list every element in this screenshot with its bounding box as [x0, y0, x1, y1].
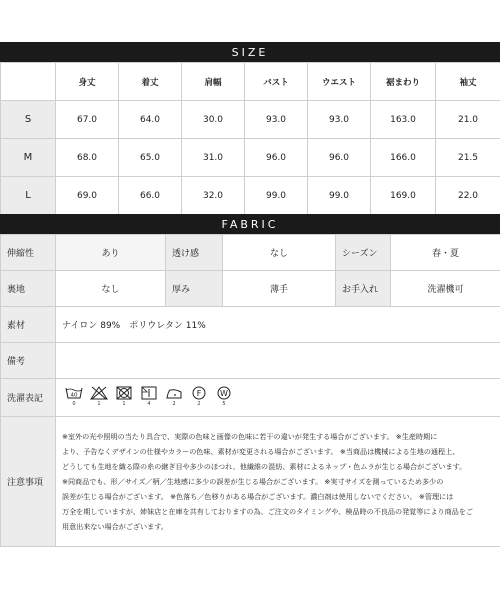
no-bleach-icon: 1 [89, 386, 109, 407]
header-bust: バスト [245, 63, 308, 101]
size-cell: 22.0 [436, 177, 500, 215]
size-row-m [1, 139, 500, 177]
size-cell: 96.0 [308, 139, 371, 177]
no-tumble-dry-icon: 1 [114, 386, 134, 407]
size-cell: 93.0 [308, 101, 371, 139]
size-cell: 21.5 [436, 139, 500, 177]
wash-label: 洗濯表記 [1, 379, 56, 417]
care-label: お手入れ [336, 271, 391, 307]
notes-line: どうしても生地を織る際の糸の継ぎ目や多少のほつれ、他繊維の混紡、素材によるネップ・色ムラが生じる場合がございます。 [62, 462, 467, 471]
sheer-label: 透け感 [166, 235, 223, 271]
size-cell: 69.0 [56, 177, 119, 215]
material-label: 素材 [1, 307, 56, 343]
remarks-row [1, 343, 500, 379]
stretch-value: あり [56, 235, 166, 271]
notes-body [56, 417, 500, 547]
notes-line: より、予告なくデザインの仕様やカラーの色味、素材が変更される場合がございます。 ※当商品は機械による生地の通程上、 [62, 447, 460, 456]
material-row [1, 307, 500, 343]
size-row-l [1, 177, 500, 215]
season-value: 春・夏 [391, 235, 500, 271]
size-cell: 166.0 [371, 139, 436, 177]
size-cell: 68.0 [56, 139, 119, 177]
fabric-table [0, 234, 500, 547]
notes-line: 誤差が生じる場合がございます。 ※色落ち／色移りがある場合がございます。濃白剤は使用しないでください。 ※管理には [62, 492, 454, 501]
size-row-s [1, 101, 500, 139]
size-cell: 99.0 [308, 177, 371, 215]
dry-clean-f-letter: F [196, 388, 202, 398]
wash-temp: 40 [70, 392, 78, 398]
size-label: L [1, 177, 56, 215]
size-cell: 65.0 [119, 139, 182, 177]
care-value: 洗濯機可 [391, 271, 500, 307]
fabric-row-2 [1, 271, 500, 307]
notes-line: ※同商品でも、形／サイズ／柄／生地感に多少の誤差が生じる場合がございます。 ※実寸サイズを測っているため多少の [62, 477, 444, 486]
stretch-label: 伸縮性 [1, 235, 56, 271]
remarks-value [56, 343, 500, 379]
size-cell: 67.0 [56, 101, 119, 139]
size-cell: 21.0 [436, 101, 500, 139]
season-label: シーズン [336, 235, 391, 271]
notes-row [1, 417, 500, 547]
line-dry-shade-icon: 4 [139, 386, 159, 407]
header-body-length: 身丈 [56, 63, 119, 101]
size-cell: 66.0 [119, 177, 182, 215]
remarks-label: 備考 [1, 343, 56, 379]
wash-symbols [56, 379, 500, 417]
iron-icon: 2 [164, 386, 184, 407]
fabric-row-1 [1, 235, 500, 271]
wet-clean-w-icon: W 5 [214, 386, 234, 407]
size-cell: 31.0 [182, 139, 245, 177]
header-hem: 裾まわり [371, 63, 436, 101]
sheer-value: なし [223, 235, 336, 271]
fabric-section-title: FABRIC [0, 214, 500, 234]
wet-clean-w-letter: W [220, 388, 228, 398]
thickness-value: 薄手 [223, 271, 336, 307]
notes-line: 用意出来ない場合がございます。 [62, 522, 168, 531]
notes-label: 注意事項 [1, 417, 56, 547]
header-garment-length: 着丈 [119, 63, 182, 101]
size-table [0, 62, 500, 215]
thickness-label: 厚み [166, 271, 223, 307]
size-corner-cell [1, 63, 56, 101]
size-section-title: SIZE [0, 42, 500, 62]
size-label: M [1, 139, 56, 177]
size-cell: 30.0 [182, 101, 245, 139]
size-cell: 96.0 [245, 139, 308, 177]
size-cell: 99.0 [245, 177, 308, 215]
notes-line: 万全を期していますが、姉妹店と在庫を共有しておりますの為、ご注文のタイミングや、検品時の不良品の発覚等により商品をご [62, 507, 474, 516]
size-cell: 64.0 [119, 101, 182, 139]
wash-row [1, 379, 500, 417]
header-shoulder: 肩幅 [182, 63, 245, 101]
header-sleeve: 袖丈 [436, 63, 500, 101]
material-value: ナイロン 89% ポリウレタン 11% [56, 307, 500, 343]
wash-tub-icon: 40 0 [64, 386, 84, 407]
size-cell: 32.0 [182, 177, 245, 215]
size-cell: 93.0 [245, 101, 308, 139]
size-cell: 163.0 [371, 101, 436, 139]
lining-value: なし [56, 271, 166, 307]
header-waist: ウエスト [308, 63, 371, 101]
size-header-row [1, 63, 500, 101]
notes-line: ※室外の光や照明の当たり具合で、実際の色味と画像の色味に若干の違いが発生する場合がございます。 ※生産時期に [62, 432, 438, 441]
size-label: S [1, 101, 56, 139]
dry-clean-f-icon: F 2 [189, 386, 209, 407]
lining-label: 裏地 [1, 271, 56, 307]
size-cell: 169.0 [371, 177, 436, 215]
